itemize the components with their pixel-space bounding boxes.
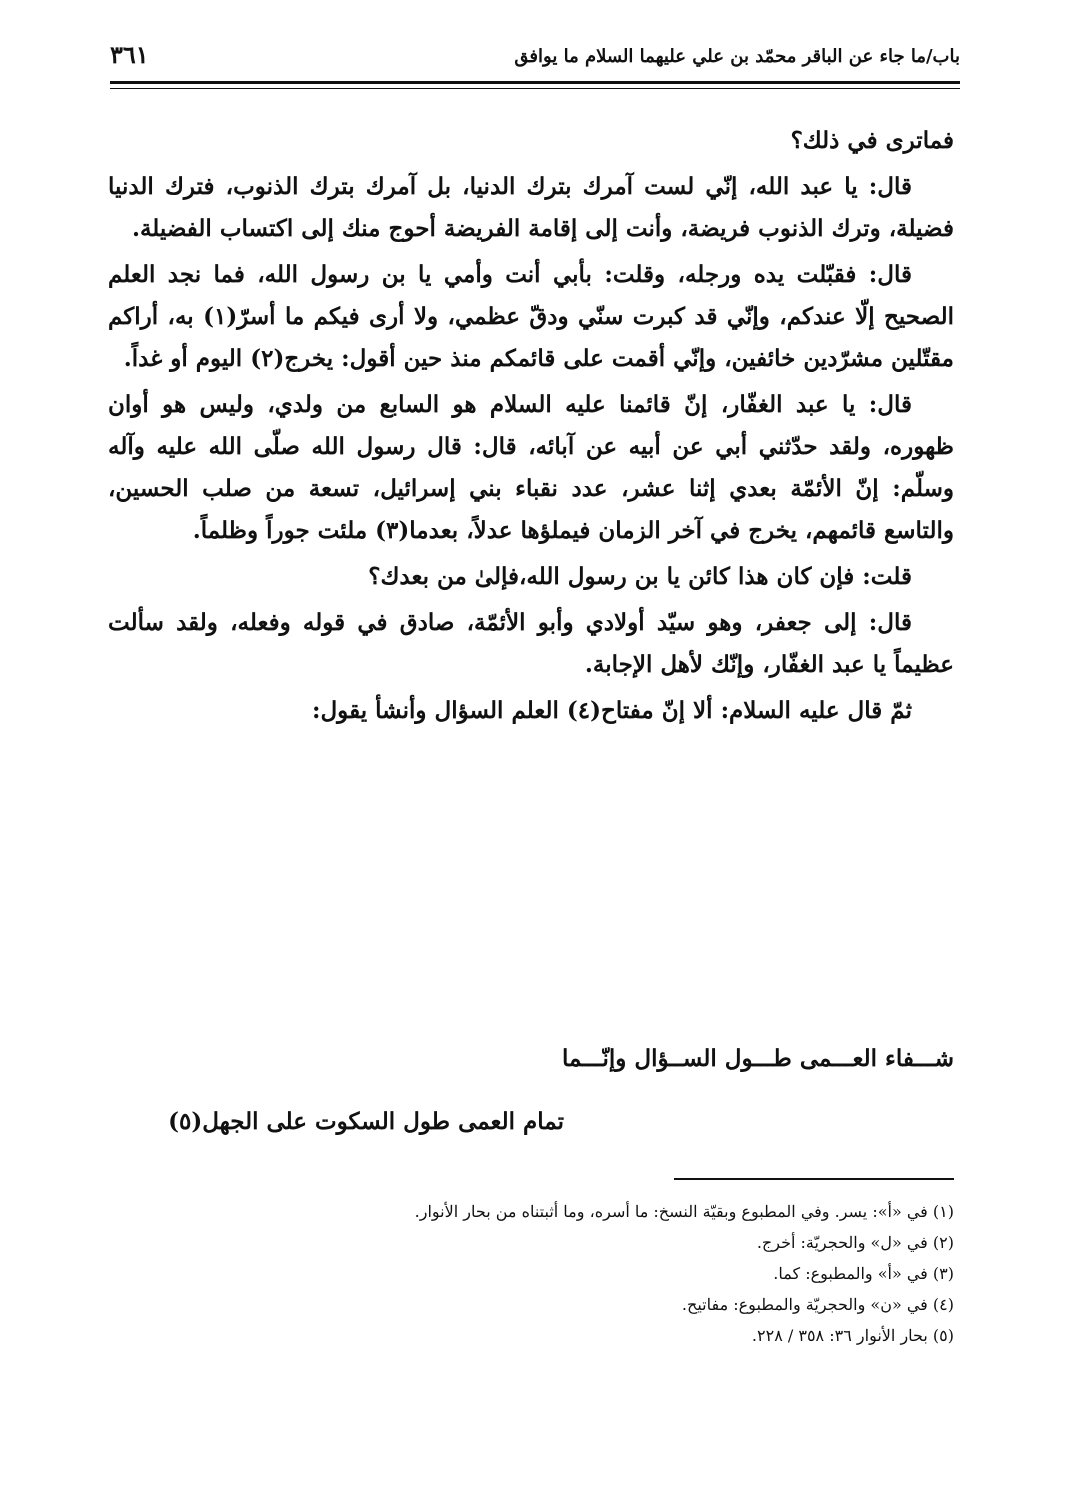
chapter-title: باب/ما جاء عن الباقر محمّد بن علي عليهما السلام ما يوافق: [514, 46, 960, 67]
footnote-separator: [674, 1178, 954, 1180]
paragraph-7: ثمّ قال عليه السلام: ألا إنّ مفتاح(٤) العلم السؤال وأنشأ يقول:: [311, 697, 912, 724]
paragraph-3: قال: فقبّلت يده ورجله، وقلت: بأبي أنت وأمي يا بن رسول الله، فما نجد العلم الصحيح إلّا عندكم، وإنّي قد كبرت سنّي ودقّ عظمي، ولا أرى فيكم ما أسرّ(١) به، أراكم مقتّلين مشرّدين خائفين، وإنّي أقمت على قائمكم منذ حين أقول: يخرج(٢) اليوم أو غداً.: [108, 261, 954, 372]
footnote-5: (٥) بحار الأنوار ٣٦: ٣٥٨ / ٢٢٨.: [751, 1326, 954, 1345]
main-text: [108, 120, 954, 736]
header-rule-thick: [110, 81, 960, 84]
footnote-1: (١) في «أ»: يسر. وفي المطبوع وبقيّة النسخ: ما أسره، وما أثبتناه من بحار الأنوار.: [414, 1202, 954, 1221]
paragraph-2: قال: يا عبد الله، إنّي لست آمرك بترك الدنيا، بل آمرك بترك الذنوب، فترك الدنيا فضيلة، وترك الذنوب فريضة، وأنت إلى إقامة الفريضة أحوج منك إلى اكتساب الفضيلة.: [108, 173, 954, 242]
verse-second-hemistich: تمام العمى طول السكوت على الجهل(٥): [168, 1108, 564, 1135]
paragraph-5: قلت: فإن كان هذا كائن يا بن رسول الله،فإلىٰ من بعدك؟: [368, 563, 912, 590]
verse-first-hemistich: شـــفاء العـــمى طـــول الســؤال وإنّـــما: [561, 1045, 954, 1072]
footnote-3: (٣) في «أ» والمطبوع: كما.: [773, 1264, 954, 1283]
paragraph-4: قال: يا عبد الغفّار، إنّ قائمنا عليه السلام هو السابع من ولدي، وليس هو أوان ظهوره، ولقد حدّثني أبي عن أبيه عن آبائه، قال: قال رسول الله صلّى الله عليه وآله وسلّم: إنّ الأئمّة بعدي إثنا عشر، عدد نقباء بني إسرائيل، تسعة من صلب الحسين، والتاسع قائمهم، يخرج في آخر الزمان فيملؤها عدلاً، بعدما(٣) ملئت جوراً وظلماً.: [108, 391, 954, 544]
paragraph-1: فماترى في ذلك؟: [790, 127, 954, 154]
footnote-4: (٤) في «ن» والحجريّة والمطبوع: مفاتيح.: [681, 1295, 954, 1314]
page-number: ٣٦١: [110, 40, 149, 69]
footnotes-list: [108, 1196, 954, 1351]
paragraph-6: قال: إلى جعفر، وهو سيّد أولادي وأبو الأئمّة، صادق في قوله وفعله، ولقد سألت عظيماً يا عبد الغفّار، وإنّك لأهل الإجابة.: [108, 609, 954, 678]
header-rule-thin: [110, 88, 960, 89]
footnote-2: (٢) في «ل» والحجريّة: أخرج.: [756, 1233, 954, 1252]
running-header: [110, 40, 960, 84]
